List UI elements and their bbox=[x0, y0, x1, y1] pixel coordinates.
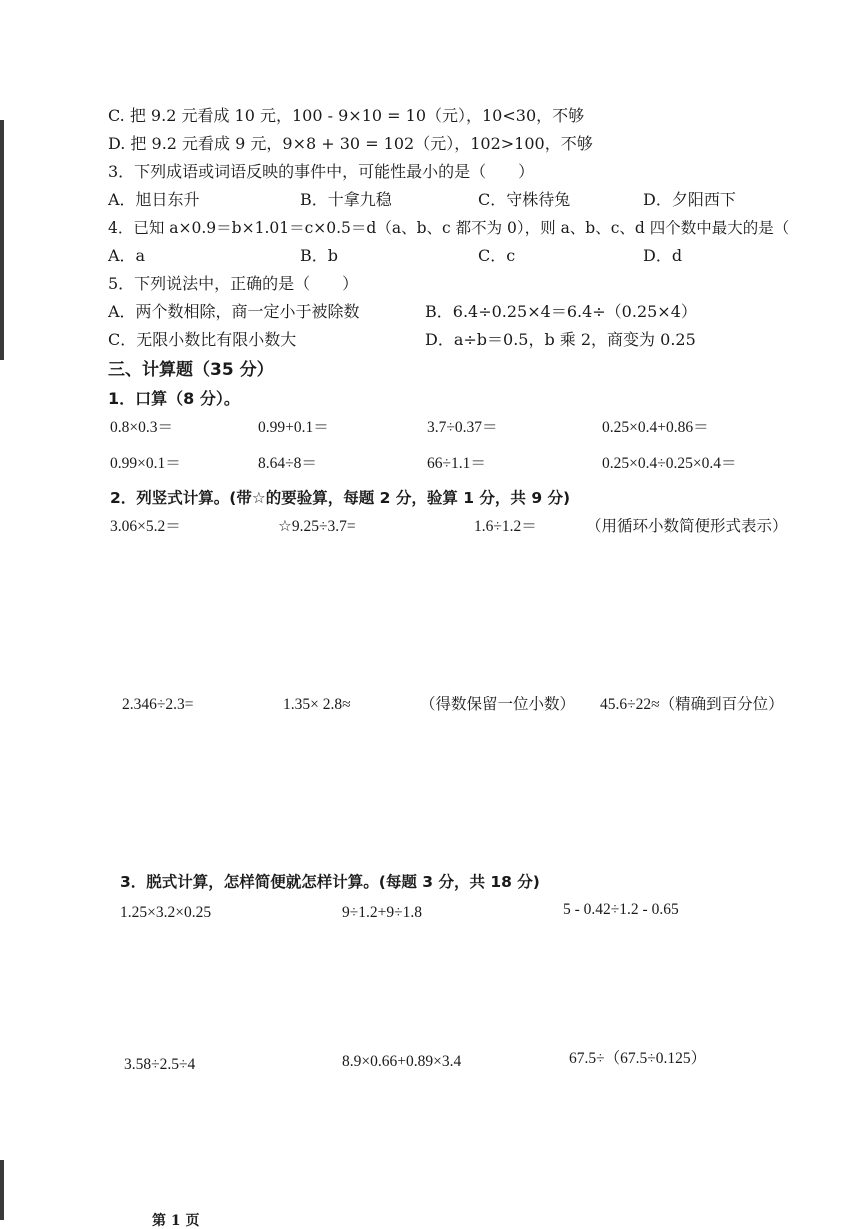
oral-item-5: 0.99×0.1＝ bbox=[110, 455, 181, 472]
question-4: 4．已知 a×0.9＝b×1.01＝c×0.5＝d（a、b、c 都不为 0），则 a、b、c、d 四个数中最大的是（ bbox=[108, 219, 790, 237]
q4-option-a: A．a bbox=[108, 246, 146, 265]
stepwise-item-1: 1.25×3.2×0.25 bbox=[120, 904, 212, 921]
oral-item-3: 3.7÷0.37＝ bbox=[427, 419, 498, 436]
vertical-item-3: 1.6÷1.2＝ bbox=[474, 518, 537, 535]
stepwise-item-3: 5 - 0.42÷1.2 - 0.65 bbox=[563, 901, 679, 918]
q3-option-a: A．旭日东升 bbox=[108, 190, 200, 209]
q5-option-c: C．无限小数比有限小数大 bbox=[108, 330, 297, 349]
vertical-item-4: 2.346÷2.3= bbox=[122, 696, 194, 713]
q3-option-c: C．守株待兔 bbox=[478, 190, 571, 209]
stepwise-item-4: 3.58÷2.5÷4 bbox=[124, 1056, 196, 1073]
stepwise-item-6: 67.5÷（67.5÷0.125） bbox=[569, 1050, 707, 1067]
oral-heading: 1．口算（8 分）。 bbox=[108, 389, 240, 408]
q3-option-b: B．十拿九稳 bbox=[300, 190, 392, 209]
question-5: 5．下列说法中，正确的是（ ） bbox=[108, 274, 359, 293]
q4-option-c: C．c bbox=[478, 246, 516, 265]
q4-option-b: B．b bbox=[300, 246, 339, 265]
choice-c-line: C. 把 9.2 元看成 10 元，100 - 9×10 = 10（元），10<30，不够 bbox=[108, 106, 585, 125]
vertical-item-6: 45.6÷22≈（精确到百分位） bbox=[600, 696, 784, 713]
vertical-item-2: ☆9.25÷3.7= bbox=[278, 518, 356, 535]
vertical-heading: 2．列竖式计算。(带☆的要验算，每题 2 分，验算 1 分，共 9 分) bbox=[110, 489, 571, 507]
scan-edge-bottom bbox=[0, 1160, 4, 1220]
stepwise-item-2: 9÷1.2+9÷1.8 bbox=[342, 904, 423, 921]
section-3-title: 三、计算题（35 分） bbox=[108, 360, 274, 380]
vertical-item-3-note: （用循环小数简便形式表示） bbox=[586, 518, 788, 535]
vertical-item-1: 3.06×5.2＝ bbox=[110, 518, 181, 535]
oral-item-8: 0.25×0.4÷0.25×0.4＝ bbox=[602, 455, 737, 472]
oral-item-6: 8.64÷8＝ bbox=[258, 455, 317, 472]
question-3: 3．下列成语或词语反映的事件中，可能性最小的是（ ） bbox=[108, 162, 535, 181]
stepwise-item-5: 8.9×0.66+0.89×3.4 bbox=[342, 1053, 462, 1070]
oral-item-2: 0.99+0.1＝ bbox=[258, 419, 329, 436]
q4-option-d: D．d bbox=[643, 246, 683, 265]
oral-item-1: 0.8×0.3＝ bbox=[110, 419, 173, 436]
q5-option-d: D．a÷b＝0.5，b 乘 2，商变为 0.25 bbox=[425, 330, 696, 349]
vertical-item-5: 1.35× 2.8≈ bbox=[283, 696, 351, 713]
q5-option-a: A．两个数相除，商一定小于被除数 bbox=[108, 302, 360, 321]
vertical-item-5-note: （得数保留一位小数） bbox=[420, 696, 576, 713]
choice-d-line: D. 把 9.2 元看成 9 元，9×8 + 30 = 102（元），102>100，不够 bbox=[108, 134, 593, 153]
page-number: 第 1 页 bbox=[152, 1213, 200, 1229]
q5-option-b: B．6.4÷0.25×4＝6.4÷（0.25×4） bbox=[425, 302, 697, 321]
q3-option-d: D．夕阳西下 bbox=[643, 190, 736, 209]
oral-item-4: 0.25×0.4+0.86＝ bbox=[602, 419, 709, 436]
oral-item-7: 66÷1.1＝ bbox=[427, 455, 486, 472]
scan-edge-top bbox=[0, 120, 4, 360]
stepwise-heading: 3．脱式计算，怎样简便就怎样计算。(每题 3 分，共 18 分) bbox=[120, 873, 540, 891]
